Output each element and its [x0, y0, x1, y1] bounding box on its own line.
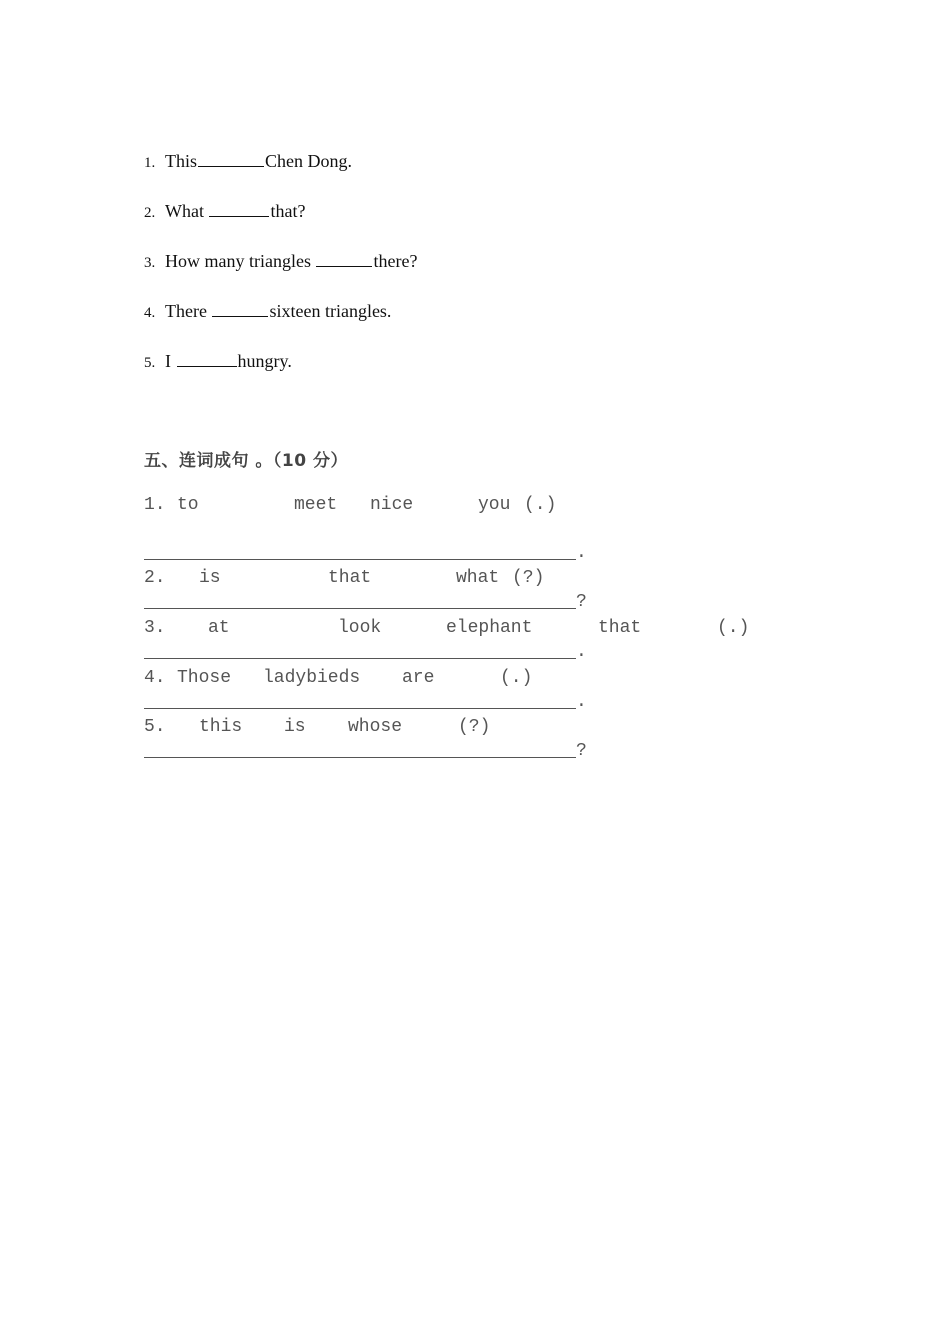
end-punctuation: ?	[576, 741, 587, 761]
word-row	[144, 493, 764, 517]
word: to	[177, 495, 199, 515]
ordering-item-4	[144, 666, 764, 714]
item-number: 5.	[144, 355, 156, 371]
sentence-end: that?	[270, 201, 306, 221]
word: meet	[294, 495, 338, 515]
answer-line[interactable]	[144, 640, 764, 664]
word: Those	[177, 668, 232, 688]
word: elephant	[446, 618, 533, 638]
ordering-item-3	[144, 616, 764, 664]
sentence-start: There	[165, 301, 212, 321]
punctuation-hint: (.)	[717, 618, 750, 638]
punctuation-hint: (?)	[458, 717, 491, 737]
answer-blank[interactable]	[316, 250, 372, 267]
answer-blank[interactable]	[177, 350, 237, 367]
ordering-item-1	[144, 493, 764, 565]
answer-underline	[144, 559, 576, 560]
sentence-end: there?	[373, 251, 418, 271]
ordering-item-5	[144, 715, 764, 763]
item-number: 4.	[144, 305, 156, 321]
word: you	[478, 495, 511, 515]
answer-line[interactable]	[144, 541, 764, 565]
word-row	[144, 666, 764, 690]
item-number: 1.	[144, 495, 166, 515]
word: that	[598, 618, 642, 638]
end-punctuation: .	[576, 543, 587, 563]
word-row	[144, 566, 764, 590]
word-row	[144, 616, 764, 640]
sentence-end: Chen Dong.	[265, 151, 353, 171]
item-number: 2.	[144, 205, 156, 221]
fill-item-3	[144, 250, 844, 272]
word: at	[208, 618, 230, 638]
answer-underline	[144, 708, 576, 709]
word: is	[199, 568, 221, 588]
word: what	[456, 568, 500, 588]
answer-line[interactable]	[144, 590, 764, 614]
fill-item-5	[144, 350, 844, 372]
fill-item-1	[144, 150, 844, 172]
item-number: 3.	[144, 618, 166, 638]
answer-line[interactable]	[144, 739, 764, 763]
answer-line[interactable]	[144, 690, 764, 714]
answer-blank[interactable]	[209, 200, 269, 217]
sentence-end: sixteen triangles.	[269, 301, 392, 321]
word: look	[338, 618, 382, 638]
section-heading: 五、连词成句 。（10 分）	[144, 451, 348, 471]
sentence-end: hungry.	[237, 351, 292, 371]
fill-item-4	[144, 300, 844, 322]
answer-underline	[144, 757, 576, 758]
word: nice	[370, 495, 414, 515]
answer-blank[interactable]	[212, 300, 268, 317]
word: is	[284, 717, 306, 737]
sentence-start: What	[165, 201, 209, 221]
answer-underline	[144, 658, 576, 659]
punctuation-hint: (?)	[512, 568, 545, 588]
item-number: 4.	[144, 668, 166, 688]
fill-item-2	[144, 200, 844, 222]
end-punctuation: .	[576, 642, 587, 662]
word-row	[144, 715, 764, 739]
word: that	[328, 568, 372, 588]
punctuation-hint: (.)	[500, 668, 533, 688]
sentence-start: How many triangles	[165, 251, 316, 271]
word: are	[402, 668, 435, 688]
item-number: 5.	[144, 717, 166, 737]
item-number: 1.	[144, 155, 156, 171]
end-punctuation: .	[576, 692, 587, 712]
word: this	[199, 717, 243, 737]
sentence-start: I	[165, 351, 176, 371]
answer-underline	[144, 608, 576, 609]
punctuation-hint: (.)	[524, 495, 557, 515]
ordering-item-2	[144, 566, 764, 614]
item-number: 2.	[144, 568, 166, 588]
word: ladybieds	[263, 668, 361, 688]
sentence-start: This	[165, 151, 198, 171]
word: whose	[348, 717, 403, 737]
item-number: 3.	[144, 255, 156, 271]
answer-blank[interactable]	[198, 150, 264, 167]
end-punctuation: ?	[576, 592, 587, 612]
fill-in-list	[144, 150, 844, 400]
